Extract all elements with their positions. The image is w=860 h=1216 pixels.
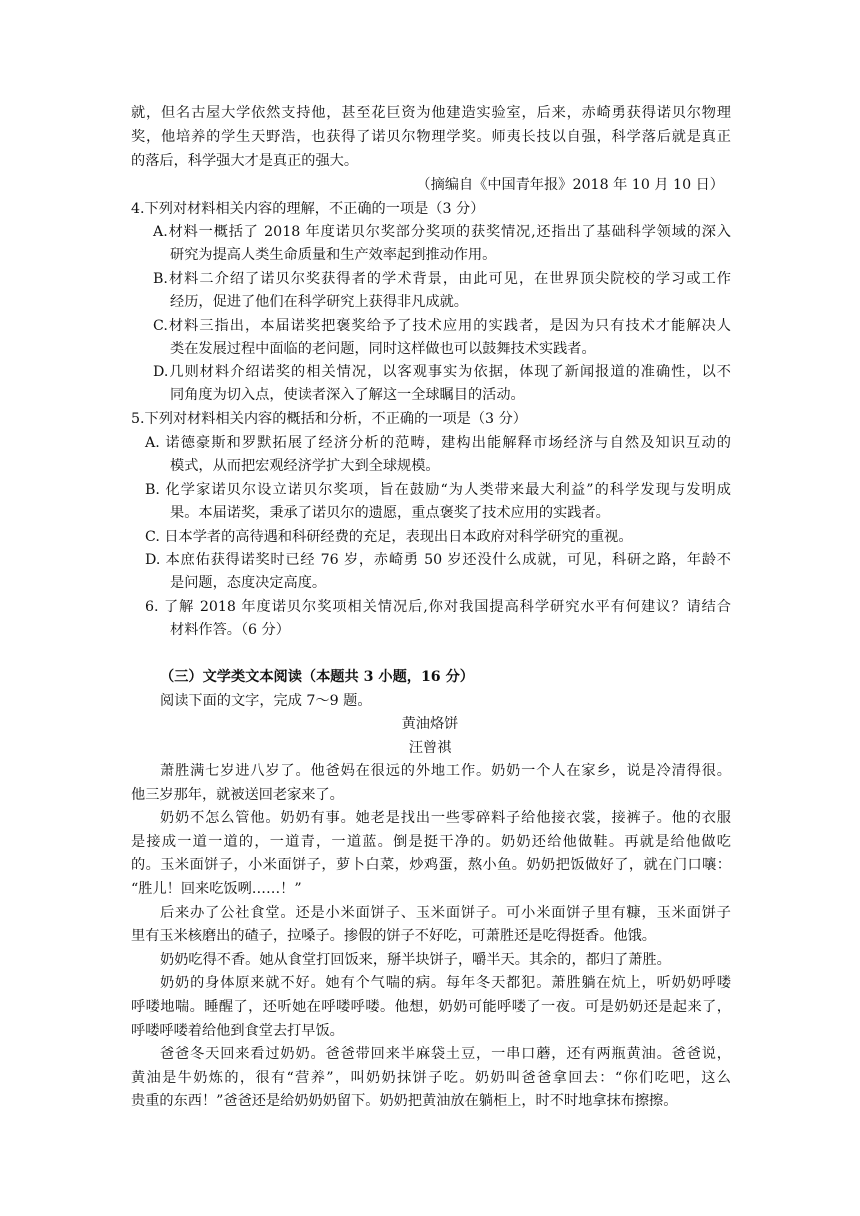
q5-option-b-cont: 果。本届诺奖，秉承了诺贝尔的遗愿，重点褒奖了技术应用的实践者。 — [170, 505, 610, 521]
story-paragraph: 后来办了公社食堂。还是小米面饼子、玉米面饼子。可小米面饼子里有糠，玉米面饼子 — [160, 904, 731, 921]
paragraph-line: 就，但名古屋大学依然支持他，甚至花巨资为他建造实验室，后来，赤崎勇获得诺贝尔物理 — [131, 105, 731, 121]
paragraph-line: 奖，他培养的学生天野浩，也获得了诺贝尔物理学奖。师夷长技以自强，科学落后就是真正 — [131, 129, 731, 145]
question-6-stem: 6. 了解 2018 年度诺贝尔奖项相关情况后,你对我国提高科学研究水平有何建议？请结合 — [145, 599, 731, 615]
q4-option-a: A.材料一概括了 2018 年度诺贝尔奖部分奖项的获奖情况,还指出了基础科学领域的深入 — [153, 224, 731, 240]
q4-option-d-cont: 同角度为切入点，使读者深入了解这一全球瞩目的活动。 — [170, 387, 525, 403]
story-paragraph-line: 他三岁那年，就被送回老家来了。 — [131, 786, 344, 803]
story-paragraph: 爸爸冬天回来看过奶奶。爸爸带回来半麻袋土豆，一串口蘑，还有两瓶黄油。爸爸说， — [160, 1046, 731, 1063]
q5-option-a: A. 诺德豪斯和罗默拓展了经济分析的范畴，建构出能解释市场经济与自然及知识互动的 — [145, 435, 731, 451]
section-heading: （三）文学类文本阅读（本题共 3 小题，16 分） — [160, 669, 474, 685]
section-instruction: 阅读下面的文字，完成 7～9 题。 — [160, 693, 372, 709]
q5-option-b: B. 化学家诺贝尔设立诺贝尔奖项，旨在鼓励“为人类带来最大利益”的科学发现与发明成 — [145, 482, 731, 498]
question-5-stem: 5.下列对材料相关内容的概括和分析，不正确的一项是（3 分） — [131, 411, 527, 427]
source-citation: （摘编自《中国青年报》2018 年 10 月 10 日） — [416, 177, 724, 193]
q4-option-b-cont: 经历，促进了他们在科学研究上获得非凡成就。 — [170, 294, 468, 310]
story-paragraph-line: 呼喽地喘。睡醒了，还听她在呼喽呼喽。他想，奶奶可能呼喽了一夜。可是奶奶还是起来了， — [131, 999, 731, 1015]
question-4-stem: 4.下列对材料相关内容的理解，不正确的一项是（3 分） — [131, 201, 485, 217]
story-paragraph-line: 黄油是牛奶炼的，很有“营养”，叫奶奶抹饼子吃。奶奶叫爸爸拿回去：“你们吃吧，这么 — [131, 1069, 731, 1086]
story-paragraph-line: 贵重的东西！”爸爸还是给奶奶奶留下。奶奶把黄油放在躺柜上，时不时地拿抹布擦擦。 — [131, 1093, 678, 1110]
story-paragraph: 奶奶不怎么管他。奶奶有事。她老是找出一些零碎料子给他接衣裳，接裤子。他的衣服 — [160, 810, 731, 827]
q4-option-d: D.几则材料介绍诺奖的相关情况，以客观事实为依据，体现了新闻报道的准确性，以不 — [153, 364, 731, 380]
q4-option-a-cont: 研究为提高人类生命质量和生产效率起到推动作用。 — [170, 247, 497, 263]
story-title: 黄油烙饼 — [401, 716, 459, 732]
story-paragraph: 奶奶的身体原来就不好。她有个气喘的病。每年冬天都犯。萧胜躺在炕上，听奶奶呼喽 — [160, 975, 731, 992]
q5-option-d: D. 本庶佑获得诺奖时已经 76 岁，赤崎勇 50 岁还没什么成就，可见，科研之路，年龄不 — [145, 552, 731, 568]
story-paragraph: 奶奶吃得不香。她从食堂打回饭来，掰半块饼子，嚼半天。其余的，都归了萧胜。 — [160, 951, 671, 968]
q4-option-c-cont: 类在发展过程中面临的老问题，同时这样做也可以鼓舞技术实践者。 — [170, 341, 596, 357]
story-paragraph-line: 的。玉米面饼子，小米面饼子，萝卜白菜，炒鸡蛋，熬小鱼。奶奶把饭做好了，就在门口嚷： — [131, 857, 731, 874]
q4-option-b: B.材料二介绍了诺贝尔奖获得者的学术背景，由此可见，在世界顶尖院校的学习或工作 — [153, 271, 731, 287]
q4-option-c: C.材料三指出，本届诺奖把褒奖给予了技术应用的实践者，是因为只有技术才能解决人 — [153, 318, 731, 334]
story-paragraph-line: 是接成一道一道的，一道青，一道蓝。倒是挺干净的。奶奶还给他做鞋。再就是给他做吃 — [131, 833, 731, 850]
story-paragraph-line: 里有玉米核磨出的碴子，拉嗓子。掺假的饼子不好吃，可萧胜还是吃得挺香。他饿。 — [131, 928, 656, 945]
q5-option-d-cont: 是问题，态度决定高度。 — [170, 575, 327, 591]
story-author: 汪曾祺 — [408, 740, 452, 756]
story-paragraph-line: 呼喽呼喽着给他到食堂去打早饭。 — [131, 1022, 344, 1039]
paragraph-line: 的落后，科学强大才是真正的强大。 — [131, 153, 359, 169]
question-6-stem-cont: 材料作答。（6 分） — [170, 622, 290, 638]
q5-option-a-cont: 模式，从而把宏观经济学扩大到全球规模。 — [170, 458, 440, 474]
q5-option-c: C. 日本学者的高待遇和科研经费的充足，表现出日本政府对科学研究的重视。 — [145, 529, 633, 545]
story-paragraph-line: “胜儿！回来吃饭咧……！” — [131, 881, 302, 897]
story-paragraph: 萧胜满七岁进八岁了。他爸妈在很远的外地工作。奶奶一个人在家乡，说是冷清得很。 — [160, 763, 731, 779]
